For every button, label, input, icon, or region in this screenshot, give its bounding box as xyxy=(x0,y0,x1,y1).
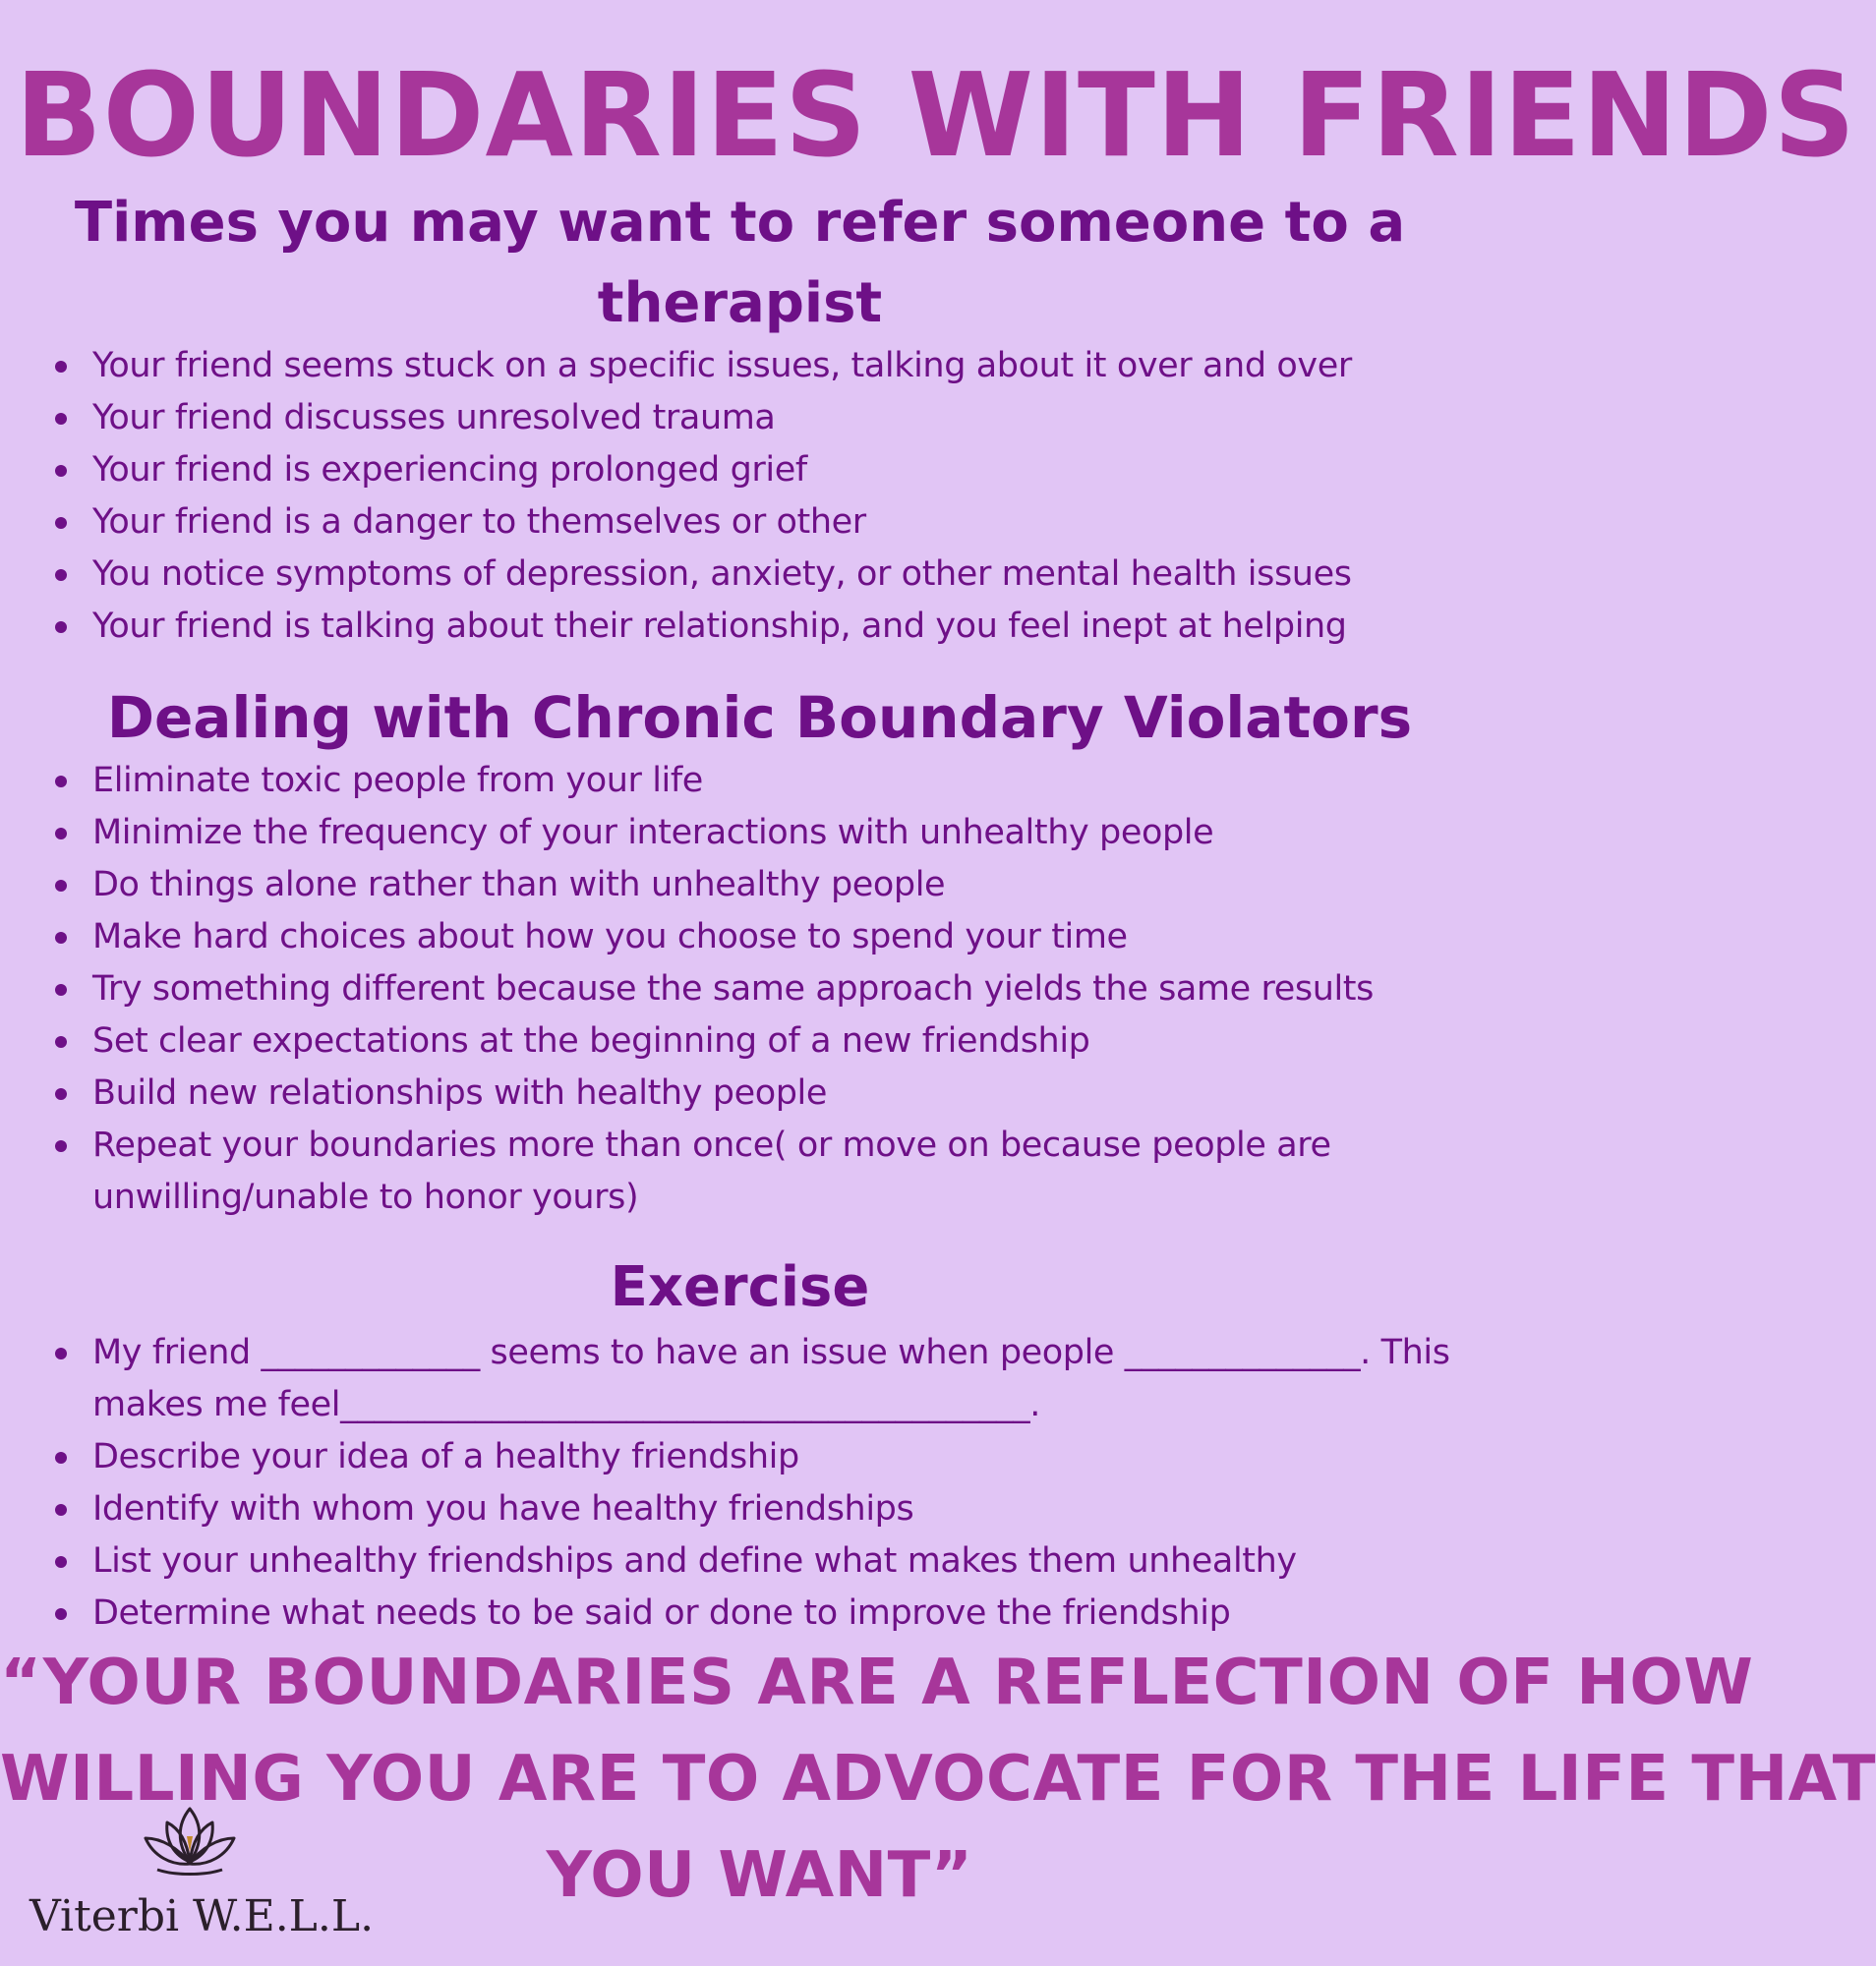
page-title: BOUNDARIES WITH FRIENDS xyxy=(15,47,1856,183)
bullet-icon xyxy=(55,1556,67,1568)
bullet-icon xyxy=(55,621,67,633)
quote-line: WILLING YOU ARE TO ADVOCATE FOR THE LIFE THAT xyxy=(0,1743,1876,1816)
bullet-icon xyxy=(55,1504,67,1516)
list-item-text: Identify with whom you have healthy friendships xyxy=(92,1489,914,1529)
list-item xyxy=(51,1588,1477,1640)
list-item-text: Your friend is talking about their relationship, and you feel inept at helping xyxy=(92,607,1347,646)
list-item xyxy=(51,392,1477,444)
logo-text: Viterbi W.E.L.L. xyxy=(29,1891,375,1941)
bullet-icon xyxy=(55,361,67,373)
list-item xyxy=(51,340,1477,392)
viterbi-well-logo xyxy=(29,1801,375,1948)
list-item-text: Your friend is a danger to themselves or other xyxy=(92,502,866,542)
list-item xyxy=(51,1535,1477,1588)
quote-line: YOU WANT” xyxy=(546,1839,973,1912)
bullet-icon xyxy=(55,1140,67,1152)
list-item xyxy=(51,1068,1477,1120)
list-item-text: Try something different because the same approach yields the same results xyxy=(92,969,1374,1009)
list-item-text: Eliminate toxic people from your life xyxy=(92,761,703,800)
bullet-icon xyxy=(55,1348,67,1359)
bullet-icon xyxy=(55,1088,67,1100)
bullet-icon xyxy=(55,984,67,996)
list-item xyxy=(51,601,1477,653)
list-item-text: List your unhealthy friendships and define what makes them unhealthy xyxy=(92,1541,1297,1581)
list-item-text: Determine what needs to be said or done to improve the friendship xyxy=(92,1593,1231,1633)
boundary-violators-list xyxy=(51,755,1477,1224)
list-item xyxy=(51,755,1477,807)
bullet-icon xyxy=(55,880,67,892)
list-item-text: Your friend seems stuck on a specific issues, talking about it over and over xyxy=(92,346,1352,385)
list-item xyxy=(51,1431,1477,1483)
bullet-icon xyxy=(55,1608,67,1620)
list-item-text: Make hard choices about how you choose to spend your time xyxy=(92,917,1128,956)
bullet-icon xyxy=(55,465,67,477)
bullet-icon xyxy=(55,517,67,529)
bullet-icon xyxy=(55,1036,67,1048)
section-heading-violators: Dealing with Chronic Boundary Violators xyxy=(106,684,1413,751)
exercise-list xyxy=(51,1327,1477,1640)
list-item-text: Your friend is experiencing prolonged grief xyxy=(92,450,807,490)
list-item xyxy=(51,911,1477,963)
list-item xyxy=(51,1483,1477,1535)
list-item-text: You notice symptoms of depression, anxiety, or other mental health issues xyxy=(92,554,1352,594)
bullet-icon xyxy=(55,413,67,425)
list-item xyxy=(51,1015,1477,1068)
bullet-icon xyxy=(55,776,67,787)
bullet-icon xyxy=(55,828,67,839)
section-heading-exercise: Exercise xyxy=(610,1255,870,1319)
list-item xyxy=(51,496,1477,549)
list-item xyxy=(51,859,1477,911)
list-item xyxy=(51,1327,1477,1431)
list-item xyxy=(51,1120,1477,1224)
bullet-icon xyxy=(55,1452,67,1464)
list-item-text: My friend _____________ seems to have an issue when people ______________. This makes me feel_________________________________________. xyxy=(92,1333,1450,1424)
list-item-text: Set clear expectations at the beginning of a new friendship xyxy=(92,1021,1090,1061)
list-item-text: Build new relationships with healthy people xyxy=(92,1073,827,1113)
list-item xyxy=(51,963,1477,1015)
lotus-icon xyxy=(136,1801,244,1879)
list-item xyxy=(51,549,1477,601)
list-item-text: Do things alone rather than with unhealthy people xyxy=(92,865,946,904)
list-item-text: Repeat your boundaries more than once( or move on because people are unwilling/unable to honor yours) xyxy=(92,1126,1331,1217)
section-heading-therapist: Times you may want to refer someone to a therapist xyxy=(74,191,1406,335)
list-item xyxy=(51,807,1477,859)
therapist-referral-list xyxy=(51,340,1477,653)
list-item-text: Minimize the frequency of your interactions with unhealthy people xyxy=(92,813,1214,852)
list-item-text: Your friend discusses unresolved trauma xyxy=(92,398,776,437)
list-item-text: Describe your idea of a healthy friendship xyxy=(92,1437,799,1476)
bullet-icon xyxy=(55,569,67,581)
bullet-icon xyxy=(55,932,67,944)
quote-line: “YOUR BOUNDARIES ARE A REFLECTION OF HOW xyxy=(0,1647,1754,1719)
list-item xyxy=(51,444,1477,496)
